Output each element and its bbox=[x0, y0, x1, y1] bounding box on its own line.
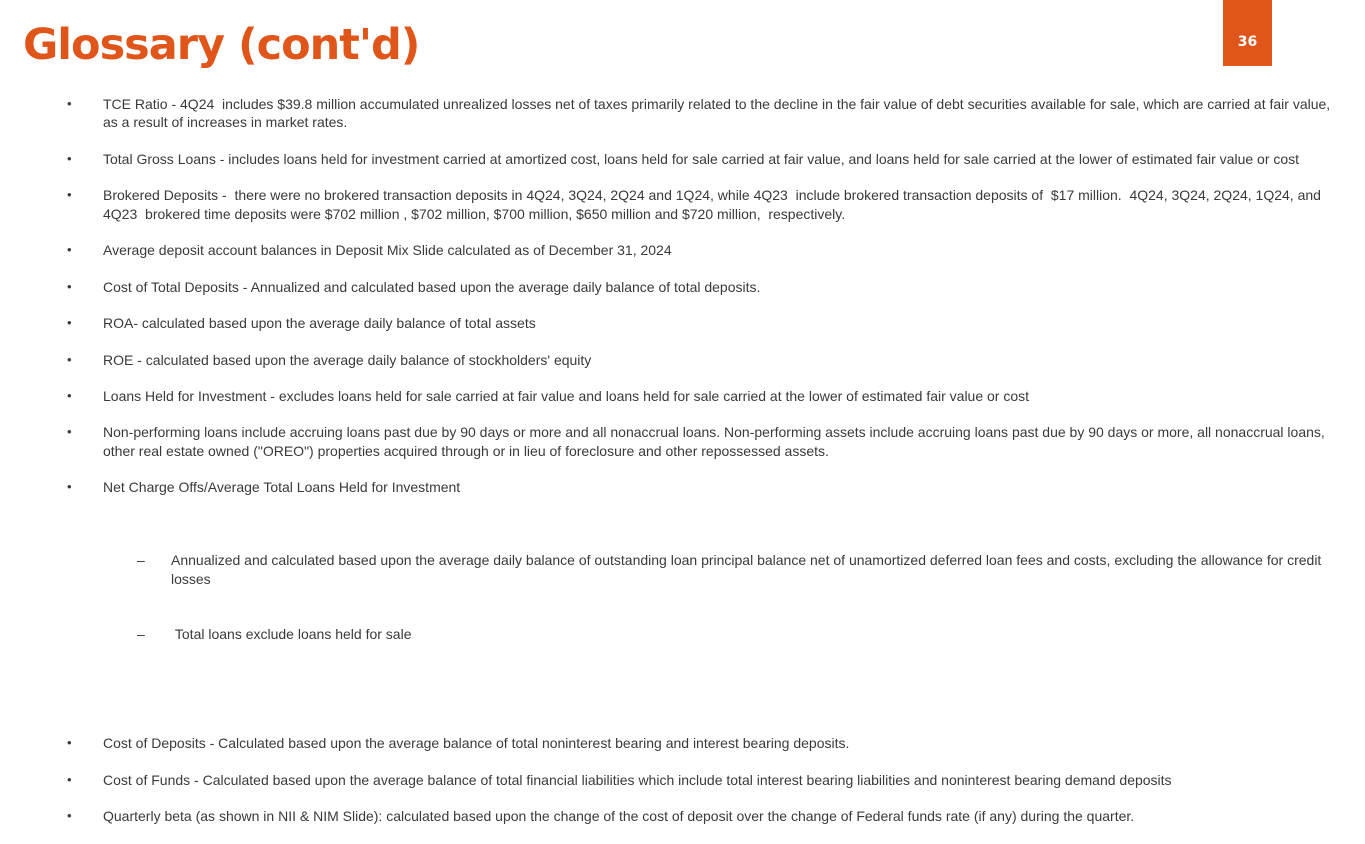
bullet-icon: • bbox=[67, 150, 72, 166]
glossary-item-text: Cost of Funds - Calculated based upon the average balance of total financial liabilities which include total interest bearing liabilities and noninterest bearing demand deposits bbox=[103, 771, 1172, 788]
bullet-icon: • bbox=[67, 735, 72, 751]
glossary-item-tce-ratio bbox=[0, 95, 1340, 132]
glossary-item-net-charge-offs bbox=[0, 478, 1340, 716]
glossary-item-text: Total Gross Loans - includes loans held for investment carried at amortized cost, loans held for sale carried at fair value, and loans held for sale carried at the lower of estimated fair value or cost bbox=[103, 150, 1300, 167]
glossary-item-total-gross-loans bbox=[0, 150, 1340, 168]
glossary-item-text: Cost of Total Deposits - Annualized and calculated based upon the average daily balance of total deposits. bbox=[103, 278, 761, 295]
bullet-icon: • bbox=[67, 278, 72, 294]
bullet-icon: • bbox=[67, 351, 72, 367]
glossary-item-text: Cost of Deposits - Calculated based upon the average balance of total noninterest bearing and interest bearing deposits. bbox=[103, 735, 850, 752]
glossary-item-text: TCE Ratio - 4Q24 includes $39.8 million accumulated unrealized losses net of taxes primarily related to the decline in the fair value of debt securities available for sale, which are carried at fair value, as a result of increases in market rates. bbox=[103, 96, 1335, 131]
bullet-icon: • bbox=[67, 771, 72, 787]
bullet-icon: • bbox=[67, 387, 72, 403]
glossary-item-cost-of-deposits bbox=[0, 734, 1340, 752]
glossary-item-text: Brokered Deposits - there were no brokered transaction deposits in 4Q24, 3Q24, 2Q24 and 1Q24, while 4Q23 include brokered transaction deposits of $17 million. 4Q24, 3Q24, 2Q24, 1Q24, and 4Q23 brokered time deposits were $702 million , $702 million, $700 million, $650 million and $720 million, respectively. bbox=[103, 187, 1325, 222]
glossary-list bbox=[0, 95, 1340, 844]
glossary-item-loans-held-for-investment bbox=[0, 387, 1340, 405]
bullet-icon: • bbox=[67, 187, 72, 203]
bullet-icon: • bbox=[67, 96, 72, 111]
glossary-item-cost-of-total-deposits bbox=[0, 278, 1340, 296]
bullet-icon: • bbox=[67, 315, 72, 331]
glossary-item-quarterly-beta bbox=[0, 807, 1340, 825]
bullet-icon: • bbox=[67, 808, 72, 824]
page-number-badge: 36 bbox=[1223, 0, 1272, 66]
glossary-item-average-deposit-balances bbox=[0, 241, 1340, 259]
glossary-item-brokered-deposits bbox=[0, 186, 1340, 223]
dash-icon: – bbox=[137, 552, 145, 569]
bullet-icon: • bbox=[67, 242, 72, 258]
glossary-sublist bbox=[103, 515, 1340, 680]
glossary-item-text: ROA- calculated based upon the average daily balance of total assets bbox=[103, 315, 536, 332]
glossary-item-cost-of-funds bbox=[0, 771, 1340, 789]
glossary-item-text: Loans Held for Investment - excludes loans held for sale carried at fair value and loans held for sale carried at the lower of estimated fair value or cost bbox=[103, 387, 1030, 404]
glossary-item-text: Average deposit account balances in Deposit Mix Slide calculated as of December 31, 2024 bbox=[103, 242, 672, 259]
bullet-icon: • bbox=[67, 479, 72, 495]
glossary-item-non-performing-loans bbox=[0, 423, 1340, 460]
glossary-item-text: Net Charge Offs/Average Total Loans Held for Investment bbox=[103, 479, 461, 496]
dash-icon: – bbox=[137, 625, 145, 642]
glossary-item-text: ROE - calculated based upon the average daily balance of stockholders' equity bbox=[103, 351, 592, 368]
page-title: Glossary (cont'd) bbox=[23, 20, 420, 70]
glossary-item-roe bbox=[0, 351, 1340, 369]
glossary-item-text: Quarterly beta (as shown in NII & NIM Slide): calculated based upon the change of the cost of deposit over the change of Federal funds rate (if any) during the quarter. bbox=[103, 808, 1135, 825]
glossary-subitem-text: Total loans exclude loans held for sale bbox=[171, 625, 412, 642]
glossary-item-text: Non-performing loans include accruing loans past due by 90 days or more and all nonaccrual loans. Non-performing assets include accruing loans past due by 90 days or more, all nonaccrual loans, other real estate owned ("OREO") properties acquired through or in lieu of foreclosure and other repossessed assets. bbox=[103, 424, 1329, 459]
glossary-subitem bbox=[103, 551, 1340, 588]
bullet-icon: • bbox=[67, 424, 72, 440]
glossary-item-roa bbox=[0, 314, 1340, 332]
glossary-subitem-text: Annualized and calculated based upon the average daily balance of outstanding loan principal balance net of unamortized deferred loan fees and costs, excluding the allowance for credit losses bbox=[171, 552, 1326, 587]
glossary-subitem bbox=[103, 625, 1340, 643]
